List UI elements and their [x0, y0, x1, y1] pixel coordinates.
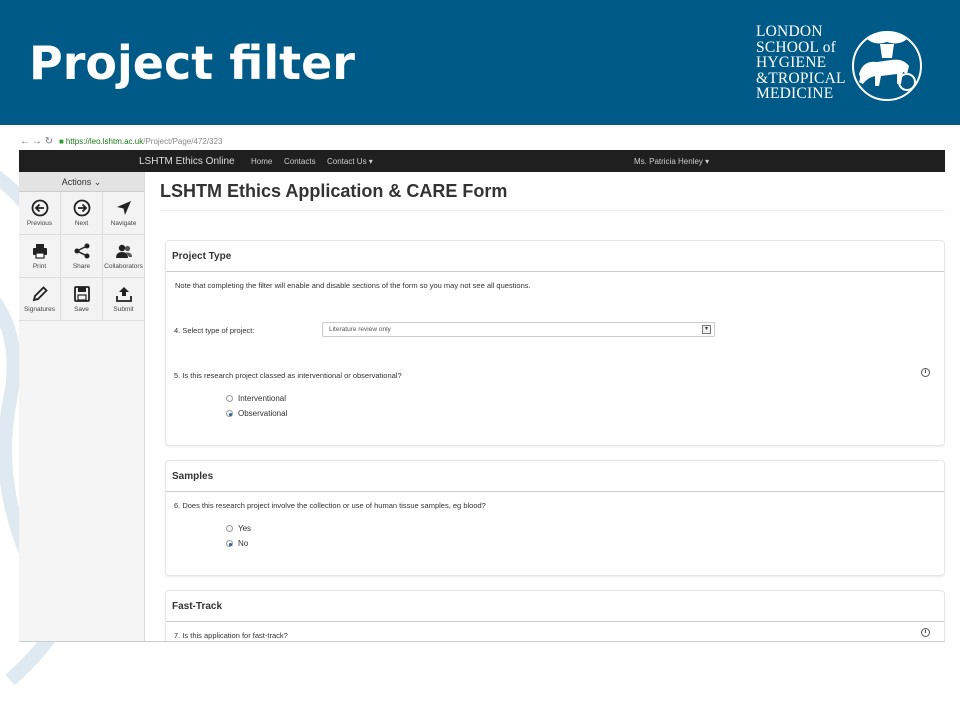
panel-heading: Fast-Track — [166, 591, 944, 622]
floppy-disk-icon — [73, 285, 91, 303]
divider — [160, 210, 945, 211]
project-type-select[interactable] — [322, 322, 715, 337]
radio-observational[interactable]: Observational — [226, 409, 287, 418]
share-button[interactable]: Share — [61, 235, 103, 278]
back-icon[interactable]: ← — [20, 136, 30, 147]
page-title: LSHTM Ethics Application & CARE Form — [160, 181, 508, 201]
printer-icon — [31, 242, 49, 260]
panel-heading: Project Type — [166, 241, 944, 272]
print-button[interactable]: Print — [19, 235, 61, 278]
question-6-label: 6. Does this research project involve the collection or use of human tissue samples, eg blood? — [174, 501, 486, 510]
info-icon[interactable]: i — [921, 368, 930, 377]
info-icon[interactable]: i — [921, 628, 930, 637]
slide-title: Project filter — [29, 36, 355, 90]
radio-button-selected-icon — [226, 410, 233, 417]
crest-icon — [847, 24, 922, 104]
panel-heading: Samples — [166, 461, 944, 492]
actions-dropdown[interactable]: Actions ⌄ — [19, 172, 144, 192]
chevron-down-icon: ▾ — [702, 325, 711, 334]
samples-panel — [165, 460, 945, 576]
upload-icon — [115, 285, 133, 303]
filter-note: Note that completing the filter will enable and disable sections of the form so you may not see all questions. — [175, 281, 531, 290]
logo-wordmark: LONDON SCHOOL of HYGIENE &TROPICAL MEDICINE — [756, 23, 846, 102]
nav-contacts[interactable]: Contacts — [284, 156, 316, 166]
navbar-brand[interactable]: LSHTM Ethics Online — [139, 155, 235, 167]
lock-icon: ■ — [59, 137, 64, 146]
previous-button[interactable]: Previous — [19, 192, 61, 235]
forward-icon[interactable]: → — [32, 136, 42, 147]
collaborators-button[interactable]: Collaborators — [103, 235, 145, 278]
url-host[interactable]: https://leo.lshtm.ac.uk — [65, 137, 144, 146]
actions-sidebar — [19, 172, 145, 642]
form-content — [146, 172, 945, 642]
share-icon — [73, 242, 91, 260]
url-path[interactable]: /Project/Page/472/323 — [143, 137, 223, 146]
question-4-label: 4. Select type of project: — [174, 326, 255, 335]
radio-button-selected-icon — [226, 540, 233, 547]
address-bar — [19, 133, 945, 150]
radio-no[interactable]: No — [226, 539, 248, 548]
select-value: Literature review only — [329, 326, 391, 333]
save-button[interactable]: Save — [61, 278, 103, 321]
next-button[interactable]: Next — [61, 192, 103, 235]
nav-contact-us[interactable]: Contact Us ▾ — [327, 156, 373, 166]
fast-track-panel — [165, 590, 945, 642]
top-navbar — [19, 150, 945, 172]
arrow-right-circle-icon — [73, 199, 91, 217]
radio-button-icon — [226, 525, 233, 532]
navigate-arrow-icon — [115, 199, 133, 217]
question-7-label: 7. Is this application for fast-track? — [174, 631, 288, 640]
navigate-button[interactable]: Navigate — [103, 192, 145, 235]
radio-interventional[interactable]: Interventional — [226, 394, 286, 403]
question-5-label: 5. Is this research project classed as interventional or observational? — [174, 371, 402, 380]
radio-yes[interactable]: Yes — [226, 524, 251, 533]
browser-screenshot — [19, 133, 945, 642]
nav-home[interactable]: Home — [251, 156, 273, 166]
action-tiles — [19, 192, 144, 321]
pencil-icon — [31, 285, 49, 303]
radio-button-icon — [226, 395, 233, 402]
reload-icon[interactable]: ↻ — [44, 136, 54, 147]
arrow-left-circle-icon — [31, 199, 49, 217]
user-menu[interactable]: Ms. Patricia Henley ▾ — [634, 156, 710, 166]
lshtm-logo — [756, 24, 926, 104]
project-type-panel — [165, 240, 945, 446]
submit-button[interactable]: Submit — [103, 278, 145, 321]
users-icon — [115, 242, 133, 260]
signatures-button[interactable]: Signatures — [19, 278, 61, 321]
